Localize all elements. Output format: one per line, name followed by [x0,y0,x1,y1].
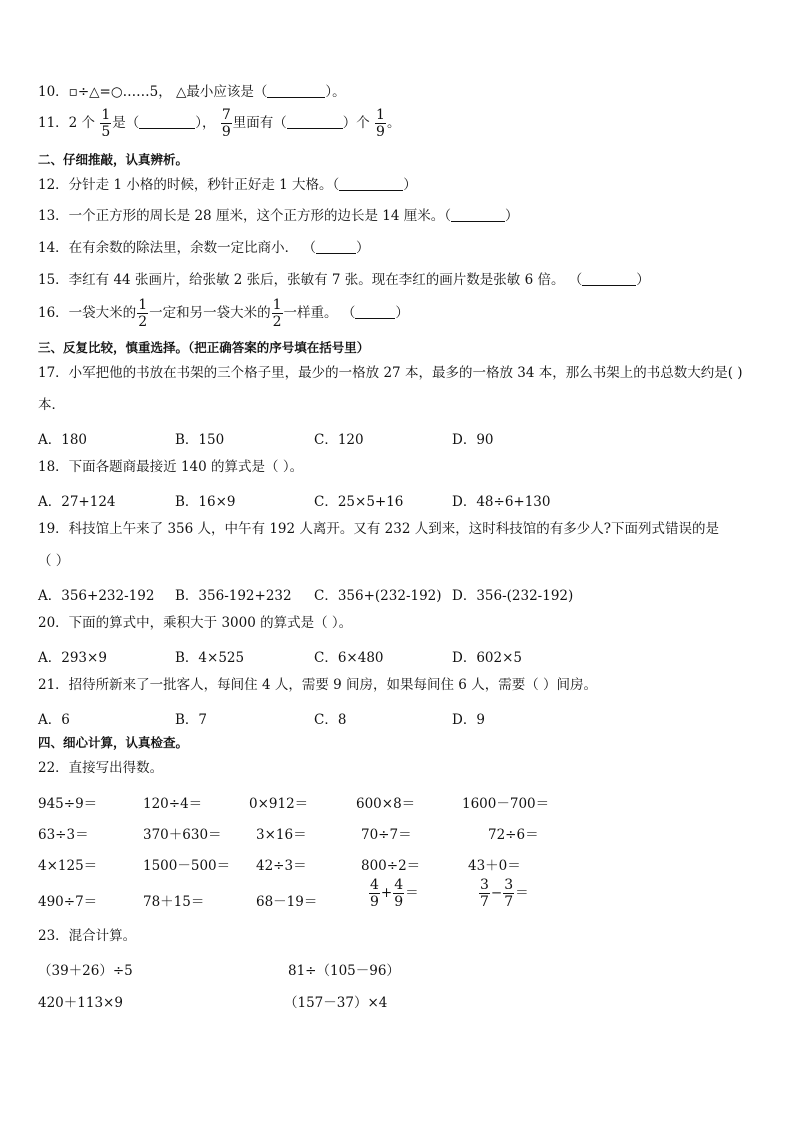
option-d[interactable]: D．602×5 [452,650,522,666]
calc-item: 81÷（105－96） [288,963,400,979]
calc-item: 420＋113×9 [38,995,123,1011]
question-18: 18．下面各题商最接近 140 的算式是（ ）。 [38,459,304,475]
option-a[interactable]: A．356+232-192 [38,588,155,604]
fraction-sum: $\frac{4}{9}$ + $\frac{4}{9}$ ＝ [370,877,419,910]
option-c[interactable]: C．356+(232-192) [314,588,442,604]
option-d[interactable]: D．90 [452,432,494,448]
calc-item: 800÷2＝ [361,858,421,874]
section-2-heading: 二、仔细推敲，认真辨析。 [38,152,189,167]
fraction: $\frac{1}{5}$ [101,107,111,140]
answer-blank[interactable] [316,240,356,254]
answer-blank[interactable] [355,305,395,319]
calc-item: 4×125＝ [38,858,98,874]
option-d[interactable]: D．9 [452,712,485,728]
calc-item: 490÷7＝ [38,894,98,910]
calc-item: 120÷4＝ [143,796,203,812]
option-a[interactable]: A．27+124 [38,494,116,510]
option-c[interactable]: C．6×480 [314,650,384,666]
question-20: 20．下面的算式中，乘积大于 3000 的算式是（ ）。 [38,615,353,631]
fraction: $\frac{1}{2}$ [272,297,282,330]
option-d[interactable]: D．356-(232-192) [452,588,574,604]
calc-item: 1500－500＝ [143,858,231,874]
calc-item: 0×912＝ [249,796,309,812]
question-19-cont: （ ） [38,553,70,569]
calc-item: 945÷9＝ [38,796,98,812]
q10-text: 10．▫÷△=○……5， △最小应该是（ [38,84,268,100]
calc-item: 43＋0＝ [468,858,521,874]
question-22: 22．直接写出得数。 [38,760,164,776]
question-19: 19．科技馆上午来了 356 人，中午有 192 人离开。又有 232 人到来，这时科技馆的有多少人?下面列式错误的是 [38,521,719,537]
calc-item: 370＋630＝ [143,827,222,843]
section-4-heading: 四、细心计算，认真检查。 [38,735,189,750]
fraction: $\frac{1}{9}$ [376,107,385,140]
calc-item: 70÷7＝ [361,827,412,843]
answer-blank[interactable] [339,177,403,191]
answer-blank[interactable] [287,115,343,129]
calc-item: 78＋15＝ [143,894,205,910]
question-14: 14．在有余数的除法里，余数一定比商小． （ ） [38,240,370,256]
option-b[interactable]: B．16×9 [175,494,236,510]
fraction: $\frac{1}{2}$ [138,297,148,330]
question-10: 10．▫÷△=○……5， △最小应该是（ ）。 [38,84,346,100]
option-b[interactable]: B．4×525 [175,650,245,666]
question-16: 16．一袋大米的 $\frac{1}{2}$ 一定和另一袋大米的 $\frac{1}{2}$ 一样重。 （ ） [38,297,409,330]
calc-item: 1600－700＝ [462,796,550,812]
option-a[interactable]: A．6 [38,712,70,728]
calc-item: 72÷6＝ [488,827,539,843]
question-13: 13．一个正方形的周长是 28 厘米，这个正方形的边长是 14 厘米。（ ） [38,208,519,224]
question-12: 12．分针走 1 小格的时候，秒针正好走 1 大格。（ ） [38,177,417,193]
option-b[interactable]: B．7 [175,712,208,728]
option-c[interactable]: C．25×5+16 [314,494,404,510]
section-3-heading: 三、反复比较，慎重选择。（把正确答案的序号填在括号里） [38,340,370,355]
question-17: 17．小军把他的书放在书架的三个格子里，最少的一格放 27 本，最多的一格放 34 本，那么书架上的书总数大约是( ) [38,365,743,381]
calc-item: 68－19＝ [256,894,318,910]
fraction-difference: $\frac{3}{7}$ − $\frac{3}{7}$ ＝ [480,877,529,910]
answer-blank[interactable] [582,272,636,286]
option-b[interactable]: B．356-192+232 [175,588,292,604]
calc-item: （39＋26）÷5 [38,963,133,979]
answer-blank[interactable] [267,84,325,98]
question-21: 21．招待所新来了一批客人，每间住 4 人，需要 9 间房，如果每间住 6 人，需要（ ）间房。 [38,677,597,693]
question-17-cont: 本． [38,397,65,413]
calc-item: 600×8＝ [356,796,416,812]
question-15: 15．李红有 44 张画片，给张敏 2 张后，张敏有 7 张。现在李红的画片数是张敏 6 倍。 （ ） [38,272,650,288]
option-d[interactable]: D．48÷6+130 [452,494,551,510]
calc-item: 63÷3＝ [38,827,89,843]
option-b[interactable]: B．150 [175,432,225,448]
question-11: 11．2 个 $\frac{1}{5}$ 是（ ）， $\frac{7}{9}$ 里面有（ ）个 $\frac{1}{9}$ 。 [38,107,401,140]
question-23: 23．混合计算。 [38,928,137,944]
option-c[interactable]: C．8 [314,712,347,728]
option-a[interactable]: A．180 [38,432,88,448]
fraction: $\frac{7}{9}$ [221,107,231,140]
calc-item: （157－37）×4 [284,995,388,1011]
answer-blank[interactable] [139,115,195,129]
calc-item: 42÷3＝ [256,858,307,874]
option-c[interactable]: C．120 [314,432,364,448]
calc-item: 3×16＝ [256,827,307,843]
option-a[interactable]: A．293×9 [38,650,107,666]
answer-blank[interactable] [451,208,505,222]
